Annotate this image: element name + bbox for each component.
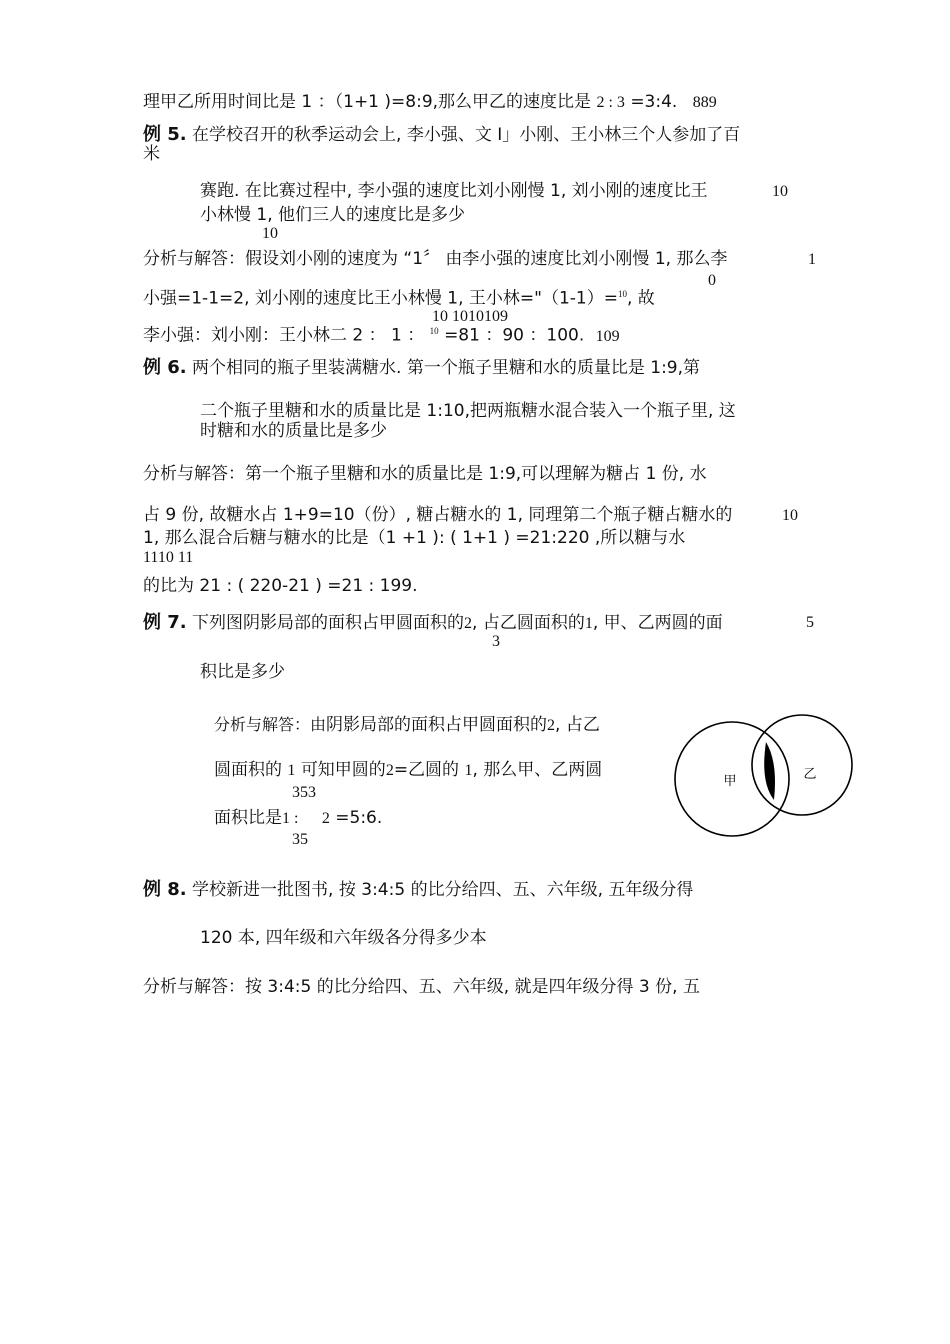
line-speed-ratio: 理甲乙所用时间比是 1 ：（1+1 )=8:9,那么甲乙的速度比是 2 : 3 =3:4. 889	[143, 92, 717, 112]
fraction-denominator: 3	[492, 633, 500, 650]
fraction-denominator: 10	[262, 225, 278, 242]
example-6-answer-line-4: 的比为 21 : ( 220-21 ) =21 : 199.	[143, 576, 418, 596]
circle-jia-label: 甲	[723, 774, 737, 789]
example-5-label: 例 5.	[143, 124, 187, 145]
example-5-question-line-3: 小林慢 1, 他们三人的速度比是多少	[200, 205, 466, 225]
example-5-answer-line-2: 小强=1-1=2, 刘小刚的速度比王小林慢 1, 王小林="（1-1）=$^{10}$, 故	[143, 288, 655, 309]
example-6-question-line-1: 例 6. 两个相同的瓶子里装满糖水. 第一个瓶子里糖和水的质量比是 1:9,第	[143, 357, 701, 378]
fraction-denominator: 10	[782, 507, 798, 524]
example-8-label: 例 8.	[143, 879, 187, 900]
example-6-answer-line-2: 占 9 份, 故糖水占 1+9=10（份）, 糖占糖水的 1, 同理第二个瓶子糖占糖水的	[143, 505, 733, 525]
example-7-answer-line-3: 面积比是1 : 2 =5:6.	[214, 808, 383, 828]
overlapping-circles-figure	[668, 712, 858, 846]
example-7-question-line-2: 积比是多少	[200, 662, 285, 682]
fraction-denominator: 0	[708, 272, 716, 289]
example-6-label: 例 6.	[143, 357, 187, 378]
fraction-denominators: 10 1010109	[432, 308, 508, 325]
example-5-answer-line-1: 分析与解答：假设刘小刚的速度为 “1〞 由李小强的速度比刘小刚慢 1, 那么李	[143, 249, 728, 269]
example-5-answer-line-3: 李小强：刘小刚：王小林二 2 ： 1 ： $^{10}$ =81 ：90 ：100. 109	[143, 325, 620, 346]
fraction-denominator: 10	[772, 183, 788, 200]
example-8-answer-line-1: 分析与解答：按 3:4:5 的比分给四、五、六年级, 就是四年级分得 3 份, 五	[143, 977, 700, 997]
example-6-answer-line-3: 1, 那么混合后糖与糖水的比是（1 +1 ): ( 1+1 ) =21:220 ,所以糖与水	[143, 528, 686, 548]
example-5-question-wrap: 米	[143, 144, 160, 164]
fraction-numerator: 1	[808, 251, 816, 268]
example-5-question-line-1: 例 5. 在学校召开的秋季运动会上, 李小强、文 I」小刚、王小林三个人参加了百	[143, 124, 741, 145]
fraction-denominators: 353	[292, 784, 316, 801]
fraction-denominators: 1110 11	[143, 549, 194, 566]
circle-yi-label: 乙	[803, 767, 817, 782]
example-6-question-line-3: 时糖和水的质量比是多少	[200, 421, 387, 441]
example-6-answer-line-1: 分析与解答：第一个瓶子里糖和水的质量比是 1:9,可以理解为糖占 1 份, 水	[143, 464, 707, 484]
example-7-question-line-1: 例 7. 下列图阴影局部的面积占甲圆面积的2, 占乙圆面积的1, 甲、乙两圆的面	[143, 612, 723, 633]
example-8-question-line-2: 120 本, 四年级和六年级各分得多少本	[200, 928, 487, 948]
example-5-question-line-2: 赛跑. 在比赛过程中, 李小强的速度比刘小刚慢 1, 刘小刚的速度比王	[200, 181, 708, 201]
example-7-answer-line-1: 分析与解答：由阴影局部的面积占甲圆面积的2, 占乙	[214, 715, 600, 735]
example-6-question-line-2: 二个瓶子里糖和水的质量比是 1:10,把两瓶糖水混合装入一个瓶子里, 这	[200, 401, 736, 421]
example-7-answer-line-2: 圆面积的 1 可知甲圆的2=乙圆的 1, 那么甲、乙两圆	[214, 760, 603, 780]
fraction-denominators: 35	[292, 831, 308, 848]
fraction-denominator: 5	[806, 614, 814, 631]
example-8-question-line-1: 例 8. 学校新进一批图书, 按 3:4:5 的比分给四、五、六年级, 五年级分得	[143, 879, 694, 900]
example-7-label: 例 7.	[143, 612, 187, 633]
